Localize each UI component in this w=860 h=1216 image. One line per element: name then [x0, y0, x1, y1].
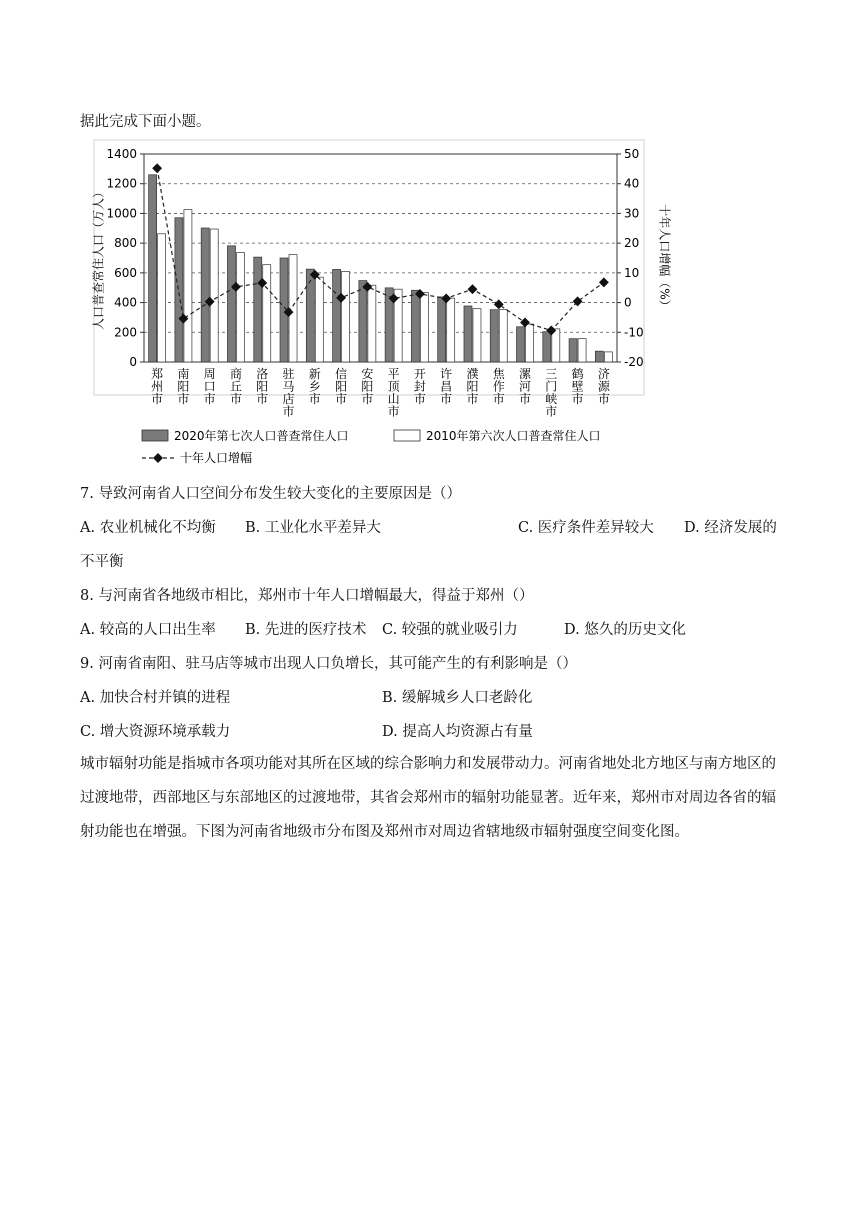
legend-swatch-2010: [394, 430, 420, 441]
q9-option-a: A. 加快合村并镇的进程: [80, 690, 231, 706]
legend-swatch-2020: [142, 430, 168, 441]
y-tick-label-right: 10: [624, 265, 640, 280]
growth-point: [468, 284, 478, 294]
bar-2010: [368, 285, 376, 362]
y-tick-label-left: 1200: [106, 176, 137, 191]
q9-option-c: C. 增大资源环境承载力: [80, 724, 231, 740]
bar-2010: [499, 309, 507, 362]
y-tick-label-right: 0: [624, 295, 632, 310]
category-label: 鹤壁市: [571, 367, 584, 406]
bar-2010: [447, 298, 455, 362]
bar-2020: [149, 175, 157, 362]
growth-point: [599, 277, 609, 287]
y-tick-label-left: 1000: [106, 206, 137, 221]
category-label: 商丘市: [229, 367, 242, 406]
bar-2010: [236, 253, 244, 362]
q8-option-a: A. 较高的人口出生率: [80, 622, 216, 638]
q9-option-d: D. 提高人均资源占有量: [382, 724, 533, 740]
bar-2010: [578, 339, 586, 362]
category-label: 南阳市: [177, 367, 190, 406]
y-axis-label-left: 人口普查常住人口（万人）: [91, 185, 106, 331]
category-label: 周口市: [203, 367, 216, 406]
q7-option-c: C. 医疗条件差异较大: [518, 520, 654, 536]
y-tick-label-left: 0: [129, 355, 137, 369]
category-label: 郑州市: [151, 367, 164, 406]
bar-2010: [526, 324, 534, 362]
bar-2010: [473, 309, 481, 362]
y-tick-label-right: -10: [624, 325, 644, 340]
bar-2010: [289, 255, 297, 362]
bar-2020: [175, 218, 183, 362]
y-tick-label-left: 800: [114, 236, 137, 251]
bar-2020: [569, 339, 577, 362]
bar-2010: [210, 229, 218, 362]
y-axis-label-right: 十年人口增幅（%）: [657, 204, 672, 312]
bar-2020: [517, 327, 525, 362]
y-tick-label-right: 40: [624, 176, 640, 191]
bar-2010: [604, 352, 612, 362]
q8-stem: 8. 与河南省各地级市相比，郑州市十年人口增幅最大，得益于郑州（）: [80, 588, 534, 604]
bar-2010: [263, 265, 271, 362]
legend-label-2020: 2020年第七次人口普查常住人口: [174, 429, 349, 443]
bar-2010: [184, 210, 192, 362]
bar-2020: [490, 310, 498, 362]
q7-option-d: D. 经济发展的: [684, 520, 777, 536]
category-label: 洛阳市: [256, 367, 269, 406]
category-label: 济源市: [597, 367, 610, 406]
population-chart-svg: [91, 140, 672, 480]
y-tick-label-left: 400: [114, 295, 137, 310]
q9-stem: 9. 河南省南阳、驻马店等城市出现人口负增长，其可能产生的有利影响是（）: [80, 656, 577, 672]
category-label: 漯河市: [519, 367, 532, 406]
category-label: 新乡市: [308, 367, 321, 406]
growth-point: [152, 163, 162, 173]
category-label: 信阳市: [335, 367, 348, 406]
category-label: 三门峡市: [545, 367, 558, 419]
category-label: 焦作市: [492, 367, 505, 406]
y-tick-label-right: 50: [624, 147, 640, 161]
intro-text: 据此完成下面小题。: [80, 114, 211, 130]
category-label: 平顶山市: [387, 367, 400, 419]
y-tick-label-right: 20: [624, 236, 640, 251]
bar-2020: [227, 246, 235, 362]
legend-label-growth: 十年人口增幅: [180, 451, 253, 465]
category-label: 濮阳市: [466, 367, 479, 406]
legend-label-2010: 2010年第六次人口普查常住人口: [426, 429, 601, 443]
q7-option-d-cont: 不平衡: [80, 554, 124, 570]
q9-option-b: B. 缓解城乡人口老龄化: [382, 690, 533, 706]
population-chart: [91, 140, 672, 480]
bar-2010: [158, 234, 166, 362]
y-tick-label-right: 30: [624, 206, 640, 221]
category-label: 安阳市: [361, 367, 374, 406]
passage-text: 城市辐射功能是指城市各项功能对其所在区域的综合影响力和发展带动力。河南省地处北方地区与南方地区的过渡地带，西部地区与东部地区的过渡地带，其省会郑州市的辐射功能显著。近年来，郑州市对周边各省的辐射功能也在增强。下图为河南省地级市分布图及郑州市对周边省辖地级市辐射强度空间变化图。: [80, 756, 776, 840]
y-tick-label-left: 200: [114, 325, 137, 340]
bar-2020: [438, 297, 446, 362]
bar-2020: [411, 290, 419, 362]
q7-option-b: B. 工业化水平差异大: [245, 520, 381, 536]
y-tick-label-left: 600: [114, 265, 137, 280]
growth-line: [157, 168, 604, 330]
bar-2020: [306, 269, 314, 362]
bar-2010: [315, 277, 323, 362]
bar-2020: [201, 228, 209, 362]
q8-option-c: C. 较强的就业吸引力: [382, 622, 518, 638]
y-tick-label-right: -20: [624, 355, 644, 369]
growth-point: [494, 299, 504, 309]
y-tick-label-left: 1400: [106, 147, 137, 161]
category-label: 许昌市: [440, 367, 453, 406]
q7-stem: 7. 导致河南省人口空间分布发生较大变化的主要原因是（）: [80, 486, 461, 502]
category-label: 开封市: [413, 367, 426, 406]
bar-2020: [359, 281, 367, 362]
bar-2010: [420, 293, 428, 362]
legend-marker-growth: [153, 453, 163, 463]
bar-2020: [333, 269, 341, 362]
q8-option-d: D. 悠久的历史文化: [564, 622, 686, 638]
q8-option-b: B. 先进的医疗技术: [245, 622, 367, 638]
bar-2020: [595, 351, 603, 362]
bar-2020: [464, 306, 472, 362]
bar-2020: [254, 257, 262, 362]
q7-option-a: A. 农业机械化不均衡: [80, 520, 216, 536]
bar-2020: [543, 332, 551, 362]
bar-2010: [342, 271, 350, 362]
bar-2010: [552, 329, 560, 362]
category-label: 驻马店市: [282, 367, 295, 419]
